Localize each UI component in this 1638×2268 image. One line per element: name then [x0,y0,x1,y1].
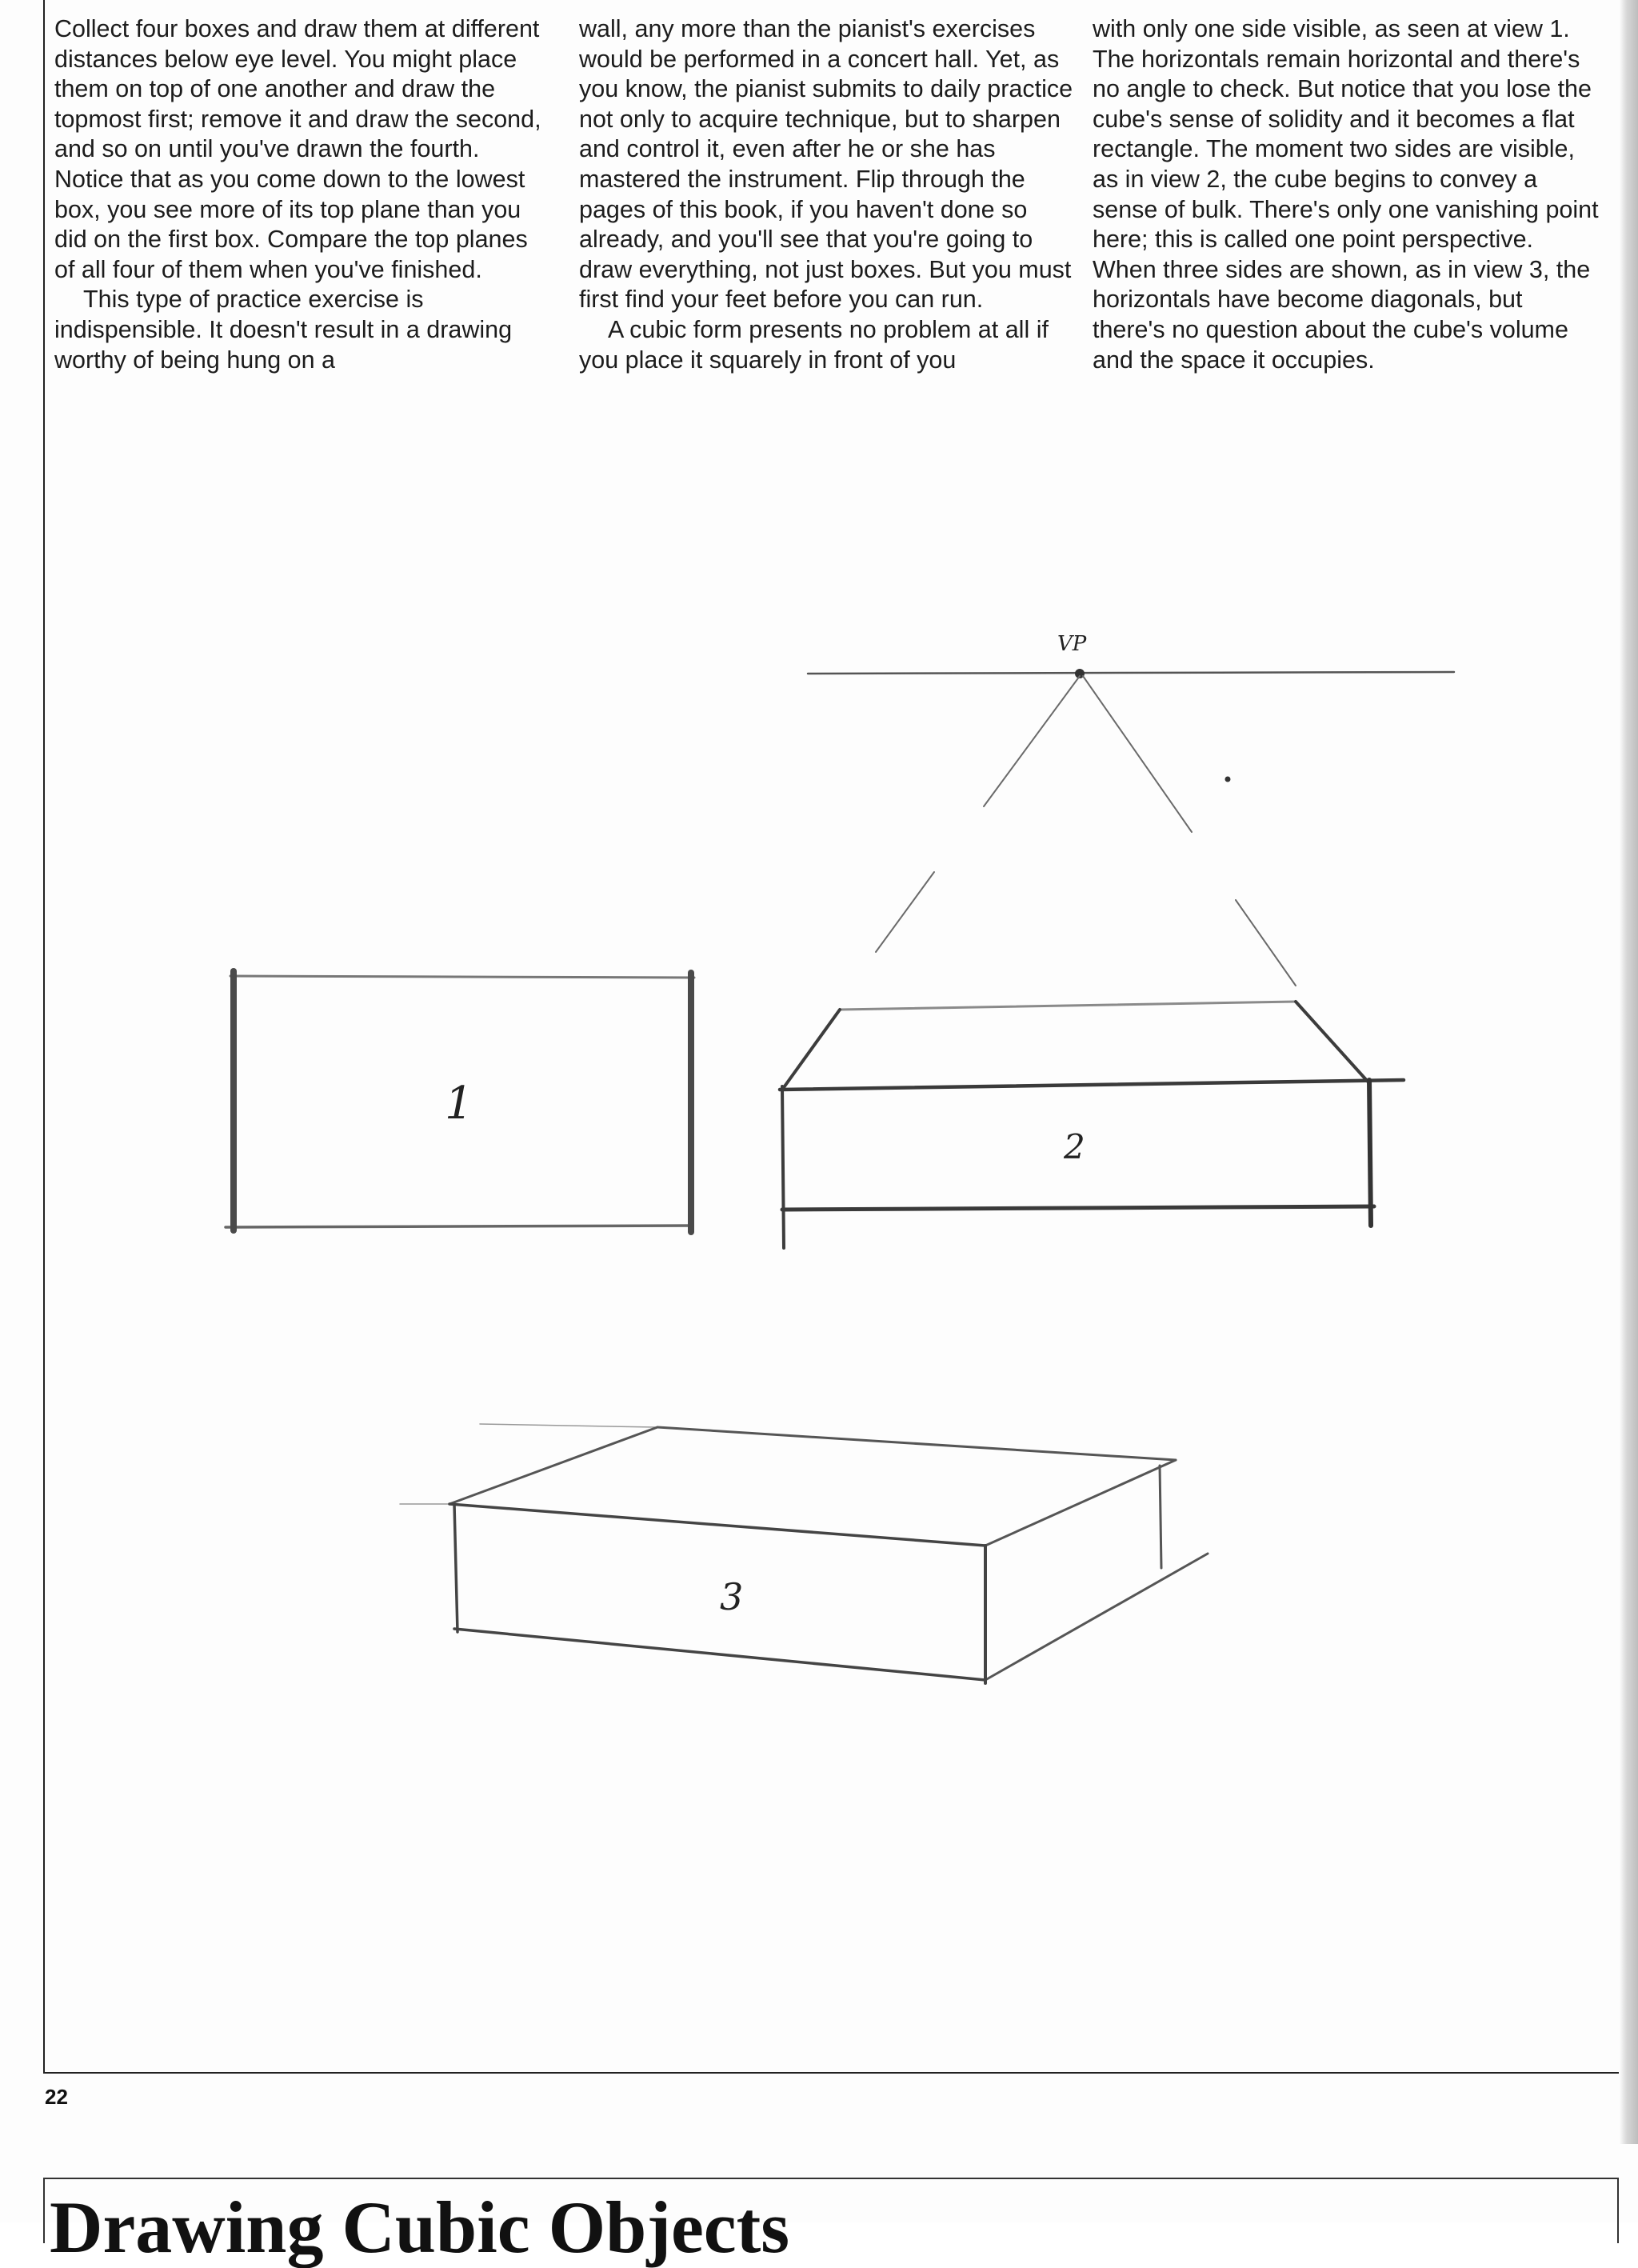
horizon-line [808,672,1454,674]
sketch-strokes [226,669,1454,1683]
page-frame-bottom-rule [43,2072,1638,2074]
paragraph: wall, any more than the pianist's exercises would be performed in a concert hall. Yet, as you know, the pianist submits to daily practice not only to acquire technique, but to sharpen and control it, even after he or she has mastered the instrument. Flip through the pages of this book, if you haven't done so already, and you'll see that you're going to draw everything, not just boxes. But you must first find your feet before you can run. [579,15,1073,314]
paragraph: with only one side visible, as seen at view 1. The horizontals remain horizontal and there's no angle to check. But notice that you lose the cube's sense of solidity and it becomes a flat rectangle. The moment two sides are visible, as in view 2, the cube begins to convey a sense of bulk. There's only one vanishing point here; this is called one point perspective. When three sides are shown, as in view 3, the horizontals have become diagonals, but there's no question about the cube's volume and the space it occupies. [1093,15,1599,374]
paragraph: A cubic form presents no problem at all if you place it squarely in front of you [579,315,1049,374]
next-page-title: Drawing Cubic Objects [50,2186,790,2268]
view-2-label: 2 [1064,1127,1085,1166]
vp-label: VP [1057,632,1087,656]
stray-dot [1225,777,1231,782]
view-2-box [780,676,1404,1248]
page-number: 22 [45,2085,68,2109]
paragraph: This type of practice exercise is indispensible. It doesn't result in a drawing worthy of being hung on a [54,286,513,374]
paragraph: Collect four boxes and draw them at different distances below eye level. You might place them on top of one another and draw the topmost first; remove it and draw the second, and so on until you've drawn the fourth. Notice that as you come down to the lowest box, you see more of its top plane than you did on the first box. Compare the top planes of all four of them when you've finished. [54,15,541,283]
view-1-label: 1 [445,1078,473,1130]
view-3-box [400,1424,1208,1683]
view-3-label: 3 [720,1575,744,1618]
